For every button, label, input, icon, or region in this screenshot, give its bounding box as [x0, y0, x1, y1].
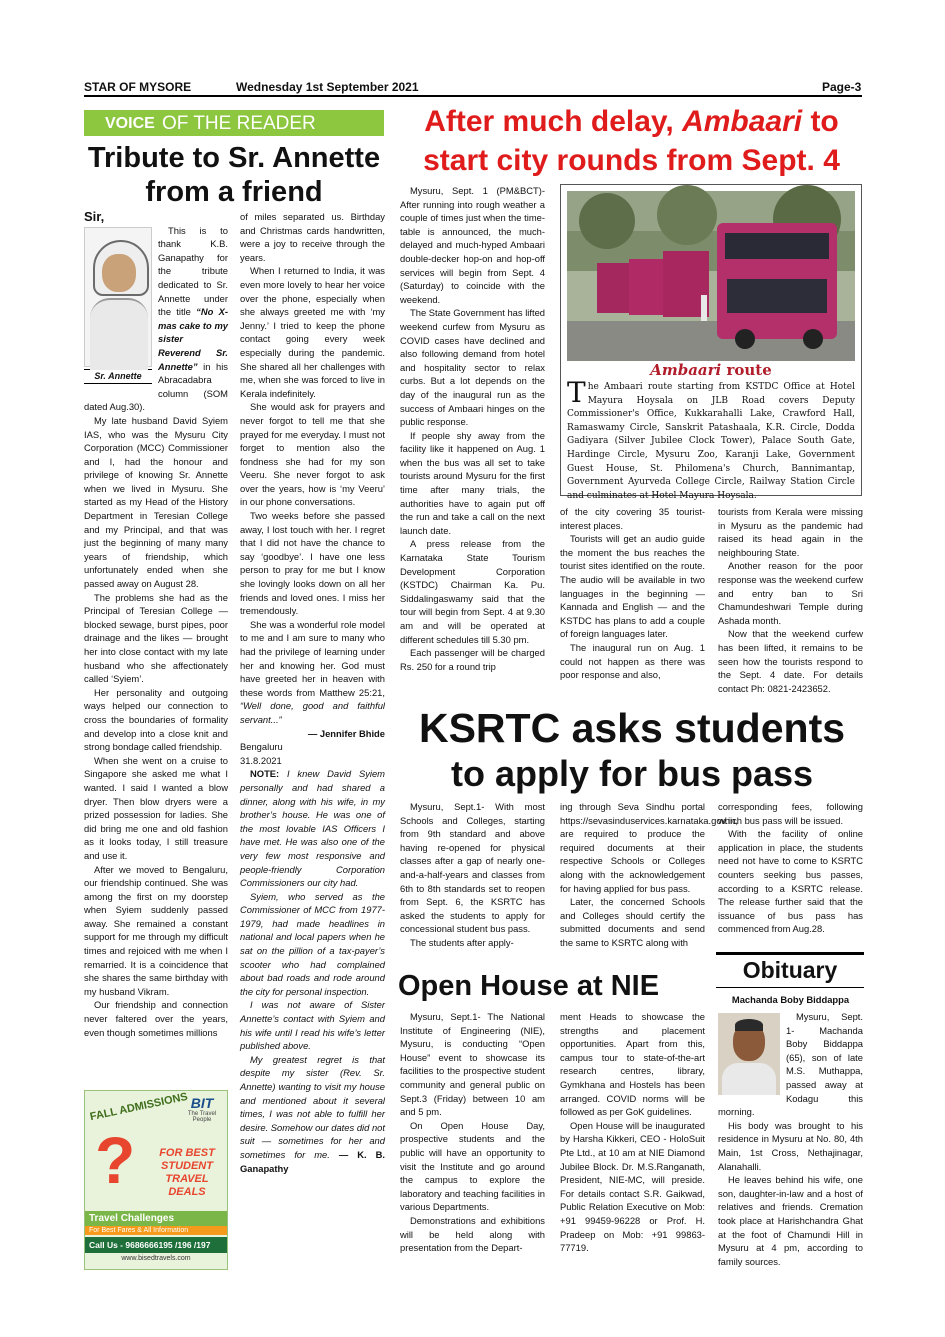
- route-description: [567, 376, 855, 503]
- ambaari-headline-1: [394, 104, 869, 140]
- nie-headline: Open House at NIE: [398, 970, 660, 1002]
- ambaari-column-2: [560, 505, 705, 703]
- obituary-name: Machanda Boby Biddappa: [731, 994, 850, 1005]
- ad-phone[interactable]: Call Us - 9686666195 /196 /197: [85, 1237, 227, 1253]
- nie-c2-p2: Open House will be inaugurated by Harsha Kikkeri, CEO - HoloSuit Pte Ltd., at 10 am at NIE Diamond Jubilee Block. Dr. M.S.Ranganath, President, NIE-MC, will preside. For details contact S.R. Gaikwad, Public Relation Executive on Mob: +91 99459-96228 or Prof. H. Pradeep on Mob: +91 99863-77719.: [560, 1119, 705, 1254]
- ambaari-c1-p5: Each passenger will be charged Rs. 250 for a round trip: [400, 647, 545, 672]
- voice-c2-p4: Two weeks before she passed away, I lost touch with her. I regret that I did not have the chance to say ‘goodbye’. I have one less person to pray for me but I know she lovingly looks down on all her friends and loved ones. I miss her tremendously.: [240, 510, 385, 617]
- ksrtc-column-3: [718, 800, 863, 950]
- annette-photo: [84, 227, 152, 367]
- note-p4: [240, 1053, 385, 1175]
- voice-c2-p5: [240, 618, 385, 727]
- voice-p2: My late husband David Syiem IAS, who was the Mysuru City Corporation (MCC) Commissioner and I, had the honour and privilege of knowing Sr. Annette when we lived in Mysuru. She started as my Head of the History Department in Teresian College and my Principal, and that was just the beginning of many many years of friendship, which unfortunately ended when she passed away on August 28.: [84, 414, 228, 590]
- obituary-p1: Mysuru, Sept. 1- Machanda Boby Biddappa (65), son of late M.S. Muthappa, passed away at Kodagu this morning.: [718, 1011, 863, 1118]
- ambaari-c2-p2: Tourists will get an audio guide the moment the bus reaches the tourist sites identified on the route. The audio will be available in two languages in the beginning — Kannada and English — and the KSTDC has plans to add a couple of foreign languages later.: [560, 533, 705, 640]
- voice-banner: [84, 110, 384, 136]
- portrait-hair: [735, 1019, 763, 1031]
- voice-c2-p5-text: She was a wonderful role model to me and I am sure to many who had the privilege of learning under her and knowing her. God must have greeted her in heaven with these words from Matthew 25:21,: [240, 618, 385, 698]
- ambaari-c1-p1: Mysuru, Sept. 1 (PM&BCT)- After running into rough weather a couple of times just when the time-table is announced, the much- delayed and much-hyped Ambaari double-decker hop-on and hop-off services will begin from Sept. 4 (Saturday) to coincide with the weekend.: [400, 185, 545, 305]
- route-text: he Ambaari route starting from KSTDC Office at Hotel Mayura Hoysala on JLB Road covers Deputy Commissioner's Office, Kukkarahalli Lake, Crawford Hall, Ramaswamy Circle, Sanskrit Patashaala, K.R. Circle, Dodda Gadiyara (Silver Jubilee Clock Tower), Palace South Gate, Hardinge Circle, Mysuru Zoo, Karanji Lake, Government Guest House, St. Philomena's Church, Bannimantap, Government Ayurveda College Circle, Railway Station Circle and culminates at Hotel Mayura Hoysala.: [567, 382, 855, 501]
- ksrtc-c2-p2: Later, the concerned Schools and Colleges should certify the submitted documents and send the same to KSRTC along with: [560, 896, 705, 948]
- ambaari-headline-1c: to: [802, 105, 839, 138]
- travel-ad[interactable]: [84, 1090, 228, 1270]
- ksrtc-column-1: [400, 800, 545, 968]
- route-dropcap: T: [567, 376, 586, 409]
- route-title: [561, 361, 861, 379]
- ambaari-c1-p4: A press release from the Karnataka State Tourism Development Corporation (KSTDC) Chairman Ka. Pu. Siddalingaswamy said that the tour will begin from Sept. 4 at 9.30 am and will be operated at different schedules till 5.30 pm.: [400, 538, 545, 645]
- photo-caption: Sr. Annette: [84, 369, 152, 385]
- ambaari-headline-2: start city rounds from Sept. 4: [423, 144, 840, 177]
- voice-p1-text: This is to thank K.B. Ganapathy for the tribute dedicated to Sr. Annette under the title: [158, 224, 228, 318]
- ad-fall-admissions: FALL ADMISSIONS: [88, 1090, 189, 1124]
- ambaari-c2-p1: of the city covering 35 tourist-interest places.: [560, 506, 705, 531]
- letter-city: Bengaluru: [240, 741, 283, 753]
- nie-c1-p3: Demonstrations and exhibitions will be held along with presentation from the Depart-: [400, 1214, 545, 1254]
- voice-c2-p2: When I returned to India, it was even more lovely to hear her voice over the phone, especially when she always greeted me with ‘my Jenny.’ I tried to keep the phone contact going every week especially during the pandemic. She shared all her challenges with me, when she was forced to live in Kerala indefinitely.: [240, 265, 385, 399]
- question-mark-icon: ?: [95, 1123, 136, 1197]
- ksrtc-c1-p1: Mysuru, Sept.1- With most Schools and Colleges, starting from 9th standard and above having re-opened for physical classes after a gap of nearly one-and-a-half-years and classes from 6th to 8th standards set to reopen from Sept. 6, the KSRTC has asked the students to apply for concessional student bus pass.: [400, 801, 545, 935]
- voice-p3: The problems she had as the Principal of Teresian College — blocked sewage, burst pipes, poor drainage and the likes — brought her into close contact with my late husband who she affectionately called ‘Syiem’.: [84, 591, 228, 685]
- ambaari-column-1: [400, 184, 545, 704]
- ambaari-c3-p3: Now that the weekend curfew has been lifted, it remains to be seen how the tourists respond to the Sept. 4 date. For details contact Ph: 0821-2423652.: [718, 628, 863, 694]
- obituary-banner: [716, 952, 864, 988]
- obituary-p2: His body was brought to his residence in Mysuru at No. 80, 4th Main, 1st Cross, Nethajinagar, Alanahalli.: [718, 1119, 863, 1172]
- voice-banner-voice: VOICE: [105, 115, 155, 132]
- ad-deal-text: [147, 1147, 227, 1199]
- voice-p4: Her personality and outgoing ways helped our connection to cross the boundaries of formality and develop into a close knit and strong bondage called friendship.: [84, 686, 228, 753]
- obituary-p3: He leaves behind his wife, one son, daughter-in-law and a host of relatives and friends. Cremation took place at Harishchandra Ghat at the foot of Chamundi Hill in Mysuru at 4 pm, according to family sources.: [718, 1174, 863, 1267]
- voice-p1-tail: in his Abracadabra column (SOM dated Aug.30).: [84, 360, 228, 413]
- nie-column-1: [400, 1010, 545, 1268]
- paper-name: STAR OF MYSORE: [84, 80, 192, 94]
- ambaari-route-box: [560, 184, 862, 501]
- header-rule: [84, 95, 862, 97]
- voice-headline-2: from a friend: [145, 176, 323, 208]
- ad-deal-3: TRAVEL DEALS: [165, 1173, 209, 1198]
- ksrtc-headline-2: to apply for bus pass: [450, 753, 814, 794]
- portrait-shirt: [722, 1063, 776, 1095]
- voice-c2-p1: of miles separated us. Birthday and Christmas cards handwritten, were a joy to receive through the years.: [240, 211, 385, 263]
- voice-p6: After we moved to Bengaluru, our friendship continued. She was among the first on my doorstep when Syiem suddenly passed away. She remained a constant support for me through my difficult times and rejoiced with me when I remarried. It is a coincidence that she shares the same birthday with my husband Vikram.: [84, 863, 228, 997]
- ksrtc-c3-p1: corresponding fees, following which bus pass will be issued.: [718, 801, 863, 826]
- voice-column-2: [240, 210, 385, 1268]
- voice-p7: Our friendship and connection never faltered over the years, even though sometimes millions: [84, 999, 228, 1038]
- voice-headline-1: Tribute to Sr. Annette: [87, 142, 381, 174]
- ad-challenges: Travel Challenges: [85, 1211, 227, 1226]
- ksrtc-c3-p2: With the facility of online application in place, the students need not have to come to KSRTC counters seeking bus passes, according to a KSRTC release. The release further said that the issuance of bus pass has commenced from Aug.28.: [718, 828, 863, 935]
- note-p3: I was not aware of Sister Annette’s contact with Syiem and his wife until I read his wife’s letter published above.: [240, 999, 385, 1052]
- ad-logo: [181, 1095, 223, 1123]
- voice-banner-rest: OF THE READER: [162, 113, 316, 134]
- ksrtc-c2-p1: ing through Seva Sindhu portal https://sevasinduservices.karnataka.gov.in, are required to produce the required documents at their respective Schools or Colleges along with the acknowledgement for having applied for bus pass.: [560, 801, 739, 894]
- obituary-title: Obituary: [742, 957, 838, 983]
- face-shape: [102, 254, 136, 292]
- nie-c1-p1: Mysuru, Sept.1- The National Institute of Engineering (NIE), Mysuru, is conducting “Open House” event to showcase its facilities to the prospective student community and general public on Sept.3 (Friday) between 10 am and 5 pm.: [400, 1011, 545, 1118]
- voice-p5: When she went on a cruise to Singapore she asked me what I wanted. I said I wanted a blow dryer. Then blow dryers were a prized possession for ladies. She did bring me one and old fashion as it looks today, I still treasure and use it.: [84, 754, 228, 861]
- ad-deal-1: FOR BEST: [159, 1147, 215, 1159]
- nie-c1-p2: On Open House Day, prospective students and the public will have an opportunity to visit the Institute and go around the campus to explore the laboratory and teaching facilities in various Departments.: [400, 1119, 545, 1213]
- ambaari-c3-p2: Another reason for the poor response was the weekend curfew and entry ban to Sri Chamundeshwari Temple during Ashada month.: [718, 560, 863, 626]
- page-number: Page-3: [822, 80, 862, 94]
- ambaari-c1-p2: The State Government has lifted weekend curfew from Mysuru as COVID cases have declined and also following demand from hotel and hospitality sector to relax curbs. But a lot depends on the day of the inaugural run as the success of Ambaari hinges on the public response.: [400, 307, 545, 428]
- note-signature: — K. B. Ganapathy: [240, 1148, 385, 1174]
- ambaari-headline-1b: Ambaari: [682, 105, 803, 138]
- ambaari-bus-photo: [567, 191, 855, 361]
- obituary-column: [718, 1010, 863, 1268]
- ambaari-column-3: [718, 505, 863, 703]
- ad-website[interactable]: www.bisedtravels.com: [121, 1255, 191, 1262]
- note-text: I knew David Syiem personally and had shared a dinner, along with his wife, in my brother’s house. He was one of the most lovable IAS Officers I have met. He was also one of the very few most responsive and people-friendly Corporation Commissioners our city had.: [240, 768, 385, 889]
- voice-c2-p3: She would ask for prayers and never forgot to tell me that she prayed for me everyday. I must not forget to mention also the fondness she had for my son Veeru. She never forgot to ask over the years, how is ‘my Veeru’ in our phone conversations.: [240, 401, 385, 508]
- note-p2: Syiem, who served as the Commissioner of MCC from 1977-1979, had made headlines in national and local papers when he sat on the pillion of a tax-payer’s scooter who had complained about bad roads and rode around the city for personal inspection.: [240, 890, 385, 997]
- note-label: NOTE:: [250, 768, 280, 780]
- issue-date: Wednesday 1st September 2021: [236, 80, 419, 94]
- voice-column-1: [84, 210, 228, 1085]
- nie-c2-p1: ment Heads to showcase the strengths and placement opportunities. Apart from this, campus tour to state-of-the-art research centres, library, Gymkhana and Hostels has been arranged. COVID norms will be followed as per GoK guidelines.: [560, 1011, 705, 1118]
- letter-date: 31.8.2021: [240, 754, 282, 766]
- bus-photo-svg: [567, 191, 855, 361]
- ksrtc-c1-p2: The students after apply-: [410, 936, 514, 948]
- ad-brand: BIT: [190, 1095, 214, 1111]
- ad-brand-sub: The Travel People: [187, 1111, 217, 1123]
- ad-fares: For Best Fares & All Information: [85, 1226, 227, 1235]
- ambaari-c3-p1: tourists from Kerala were missing in Mysuru as the pandemic had raised its head again in the neighbouring State.: [718, 506, 863, 558]
- nie-column-2: [560, 1010, 705, 1268]
- ambaari-headline-1a: After much delay,: [424, 105, 683, 138]
- ksrtc-column-2: [560, 800, 739, 968]
- ksrtc-headline-1: KSRTC asks students: [418, 705, 846, 751]
- ad-deal-2: STUDENT: [161, 1160, 213, 1172]
- route-title-a: Ambaari: [650, 361, 722, 379]
- ambaari-c1-p3: If people shy away from the facility like it happened on Aug. 1 when the bus was all set to take tourists around Mysuru for the first time after many trials, the authorities have to again put off the run and take a call on the next launch date.: [400, 429, 545, 536]
- voice-p1-title: “No X-mas cake to my sister Reverend Sr. Annette”: [158, 306, 228, 372]
- habit-shape: [90, 298, 148, 370]
- salutation: Sir,: [84, 209, 105, 224]
- biddappa-photo: [718, 1013, 780, 1095]
- route-title-b: route: [721, 361, 772, 379]
- annette-photo-block: [84, 227, 152, 387]
- ambaari-c2-p3: The inaugural run on Aug. 1 could not happen as there was poor response and also,: [560, 641, 705, 681]
- note-p4-text: My greatest regret is that despite my sister (Rev. Sr. Annette) wanting to visit my house and mentioned about it several times, I was not able to fulfill her desire. Somehow our dates did not suit — sometimes for her and sometimes for me.: [240, 1053, 385, 1160]
- voice-c2-quote: “Well done, good and faithful servant...”: [240, 700, 385, 725]
- letter-signature: — Jennifer Bhide: [307, 727, 385, 739]
- editor-note: [240, 767, 385, 889]
